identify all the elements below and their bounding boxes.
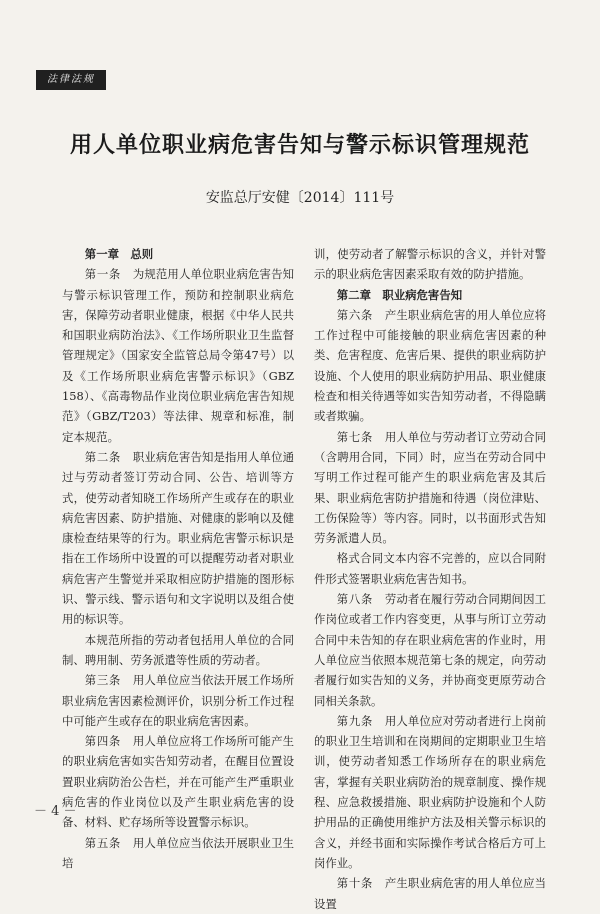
article-text: 用人单位与劳动者订立劳动合同（含聘用合同，下同）时，应当在劳动合同中写明工作过程可能产生的职业病危害及其后果、职业病危害防护措施和待遇（岗位津贴、工伤保险等）等内容。同时，以书面形式告知劳务派遣人员。: [314, 429, 546, 546]
article-number: 第一条: [84, 267, 133, 282]
article-number: 第九条: [336, 713, 385, 728]
article-paragraph: [314, 548, 546, 589]
article-text: 产生职业病危害的用人单位应将工作过程中可能接触的职业病危害因素的种类、危害程度、危害后果、提供的职业病防护设施、个人使用的职业病防护用品、职业健康检查和相关待遇等如实告知劳动者，不得隐瞒或者欺骗。: [314, 307, 546, 424]
article-text: 用人单位应当依法开展工作场所职业病危害因素检测评价，识别分析工作过程中可能产生或存在的职业病危害因素。: [62, 673, 294, 728]
article-number: 第二条: [84, 449, 133, 464]
article-paragraph: [62, 630, 294, 671]
article-paragraph: [62, 731, 294, 832]
article-paragraph: [314, 711, 546, 873]
article-paragraph: [62, 833, 294, 874]
page-number: － 4 －: [34, 804, 77, 819]
article-paragraph: [62, 670, 294, 731]
article-paragraph: [314, 589, 546, 711]
article-paragraph: [314, 427, 546, 549]
article-paragraph: [62, 264, 294, 447]
article-text: 本规范所指的劳动者包括用人单位的合同制、聘用制、劳务派遣等性质的劳动者。: [62, 632, 294, 667]
article-number: 第七条: [336, 429, 385, 444]
article-paragraph: [314, 305, 546, 427]
article-text: 训，使劳动者了解警示标识的含义，并针对警示的职业病危害因素采取有效的防护措施。: [314, 247, 546, 282]
article-text: 职业病危害告知是指用人单位通过与劳动者签订劳动合同、公告、培训等方式，使劳动者知晓工作场所产生或存在的职业病危害因素、防护措施、对健康的影响以及健康检查结果等的行为。职业病危害警示标识是指在工作场所中设置的可以提醒劳动者对职业病危害产生警觉并采取相应防护措施的图形标识、警示线、警示语句和文字说明以及组合使用的标识等。: [62, 449, 294, 627]
article-number: 第五条: [84, 835, 133, 850]
document-number: 安监总厅安健〔2014〕111号: [205, 190, 395, 206]
article-text: 劳动者在履行劳动合同期间因工作岗位或者工作内容变更，从事与所订立劳动合同中未告知的存在职业病危害的作业时，用人单位应当依照本规范第七条的规定，向劳动者履行如实告知的义务，并协商变更原劳动合同相关条款。: [314, 592, 546, 708]
article-text: 用人单位应将工作场所可能产生的职业病危害如实告知劳动者，在醒目位置设置职业病防治公告栏，并在可能产生严重职业病危害的作业岗位以及产生职业病危害的设备、材料、贮存场所等设置警示标识。: [62, 734, 294, 830]
article-text: 为规范用人单位职业病危害告知与警示标识管理工作，预防和控制职业病危害，保障劳动者职业健康，根据《中华人民共和国职业病防治法》、《工作场所职业卫生监督管理规定》（国家安全监管总局令第47号）以及《工作场所职业病危害警示标识》（GBZ 158）、《高毒物品作业岗位职业病危害告知规范》（GBZ/T203）等法律、规章和标准，制定本规范。: [62, 267, 294, 444]
chapter-heading: 第一章 总则: [84, 247, 154, 261]
article-paragraph: [62, 447, 294, 630]
article-text: 产生职业病危害的用人单位应当设置: [314, 876, 546, 911]
article-paragraph: [314, 873, 546, 914]
article-number: 第十条: [336, 876, 385, 891]
article-number: 第三条: [84, 673, 133, 688]
article-number: 第四条: [84, 734, 133, 749]
right-column: [314, 244, 546, 914]
left-column: [62, 244, 294, 873]
section-tag: 法律法规: [36, 70, 106, 90]
chapter-heading: 第二章 职业病危害告知: [336, 287, 463, 302]
article-text: 格式合同文本内容不完善的，应以合同附件形式签署职业病危害告知书。: [314, 551, 546, 586]
document-title: 用人单位职业病危害告知与警示标识管理规范: [69, 132, 530, 158]
article-text: 用人单位应当依法开展职业卫生培: [62, 835, 294, 870]
article-number: 第六条: [336, 307, 385, 322]
article-paragraph: [314, 244, 546, 285]
article-text: 用人单位应对劳动者进行上岗前的职业卫生培训和在岗期间的定期职业卫生培训，使劳动者知悉工作场所存在的职业病危害，掌握有关职业病防治的规章制度、操作规程、应急救援措施、职业病防护设施和个人防护用品的正确使用维护方法及相关警示标识的含义，并经书面和实际操作考试合格后方可上岗作业。: [314, 713, 546, 870]
article-number: 第八条: [336, 592, 385, 607]
